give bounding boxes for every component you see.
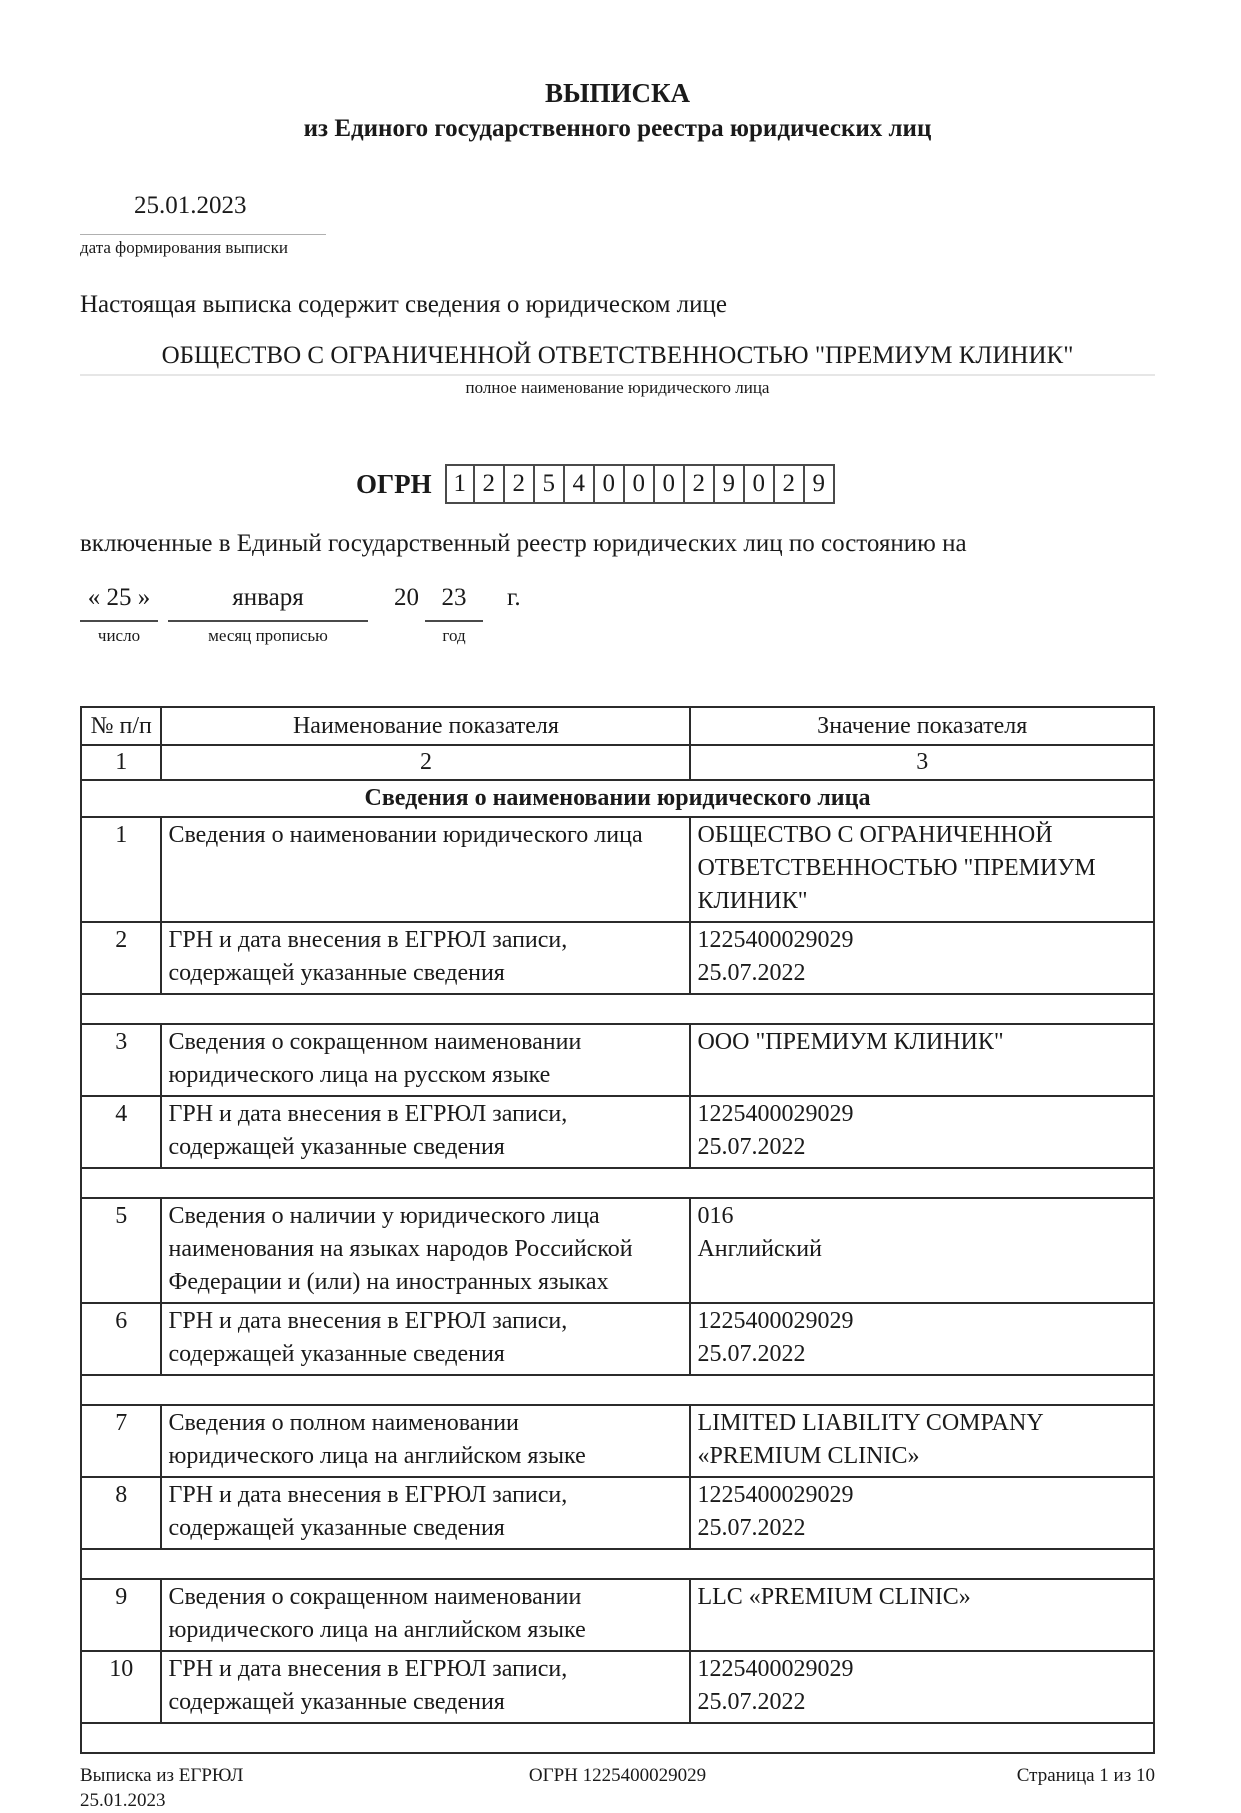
spacer-row	[81, 1168, 1154, 1198]
row-value: 1225400029029 25.07.2022	[690, 1303, 1154, 1375]
page-title: ВЫПИСКА	[544, 78, 691, 108]
as-of-year: 23	[425, 584, 483, 622]
column-number: 3	[690, 745, 1154, 780]
as-of-year-suffix-field	[503, 584, 525, 622]
footer-page-number: Страница 1 из 10	[1016, 1765, 1155, 1786]
as-of-date-row	[80, 584, 1155, 646]
as-of-day-field	[80, 584, 158, 646]
spacer-row	[81, 994, 1154, 1024]
row-number: 6	[81, 1303, 161, 1375]
row-number: 7	[81, 1405, 161, 1477]
as-of-month: января	[168, 584, 368, 622]
row-value: 1225400029029 25.07.2022	[690, 922, 1154, 994]
row-name: Сведения о сокращенном наименовании юридического лица на английском языке	[161, 1579, 690, 1651]
ogrn-digit-box: 2	[685, 464, 715, 504]
ogrn-digit-box: 0	[595, 464, 625, 504]
table-row	[81, 1303, 1154, 1375]
table-row	[81, 1024, 1154, 1096]
row-name: ГРН и дата внесения в ЕГРЮЛ записи, содержащей указанные сведения	[161, 1651, 690, 1723]
section-header-row	[81, 780, 1154, 817]
as-of-month-field	[168, 584, 368, 646]
row-value: 1225400029029 25.07.2022	[690, 1651, 1154, 1723]
as-of-century: 20	[394, 584, 419, 611]
row-value: 1225400029029 25.07.2022	[690, 1477, 1154, 1549]
table-header-num: № п/п	[81, 707, 161, 745]
row-value: LLC «PREMIUM CLINIC»	[690, 1579, 1154, 1651]
company-name-caption: полное наименование юридического лица	[465, 378, 770, 397]
row-name: Сведения о наличии у юридического лица наименования на языках народов Российской Федерации и (или) на иностранных языках	[161, 1198, 690, 1303]
column-number: 2	[161, 745, 690, 780]
row-number: 1	[81, 817, 161, 922]
table-row	[81, 1579, 1154, 1651]
row-value: ОБЩЕСТВО С ОГРАНИЧЕННОЙ ОТВЕТСТВЕННОСТЬЮ "ПРЕМИУМ КЛИНИК"	[690, 817, 1154, 922]
table-header-value: Значение показателя	[690, 707, 1154, 745]
row-number: 5	[81, 1198, 161, 1303]
year-suffix: г.	[507, 584, 521, 611]
row-name: ГРН и дата внесения в ЕГРЮЛ записи, содержащей указанные сведения	[161, 1303, 690, 1375]
row-number: 9	[81, 1579, 161, 1651]
footer-doc-type: Выписка из ЕГРЮЛ	[80, 1765, 244, 1786]
ogrn-label: ОГРН	[356, 468, 432, 499]
ogrn-digit-box: 2	[475, 464, 505, 504]
table-row	[81, 1651, 1154, 1723]
row-name: Сведения о сокращенном наименовании юридического лица на русском языке	[161, 1024, 690, 1096]
footer-left	[80, 1763, 435, 1813]
ogrn-row	[80, 464, 1155, 504]
column-numbers-row	[81, 745, 1154, 780]
month-caption: месяц прописью	[208, 626, 328, 645]
as-of-century-field	[390, 584, 423, 622]
ogrn-digit-box: 0	[745, 464, 775, 504]
ogrn-digit-boxes	[445, 464, 835, 504]
ogrn-digit-box: 0	[625, 464, 655, 504]
table-row	[81, 1198, 1154, 1303]
spacer-row	[81, 1723, 1154, 1753]
column-number: 1	[81, 745, 161, 780]
page-footer	[80, 1763, 1155, 1813]
table-row	[81, 1405, 1154, 1477]
table-row	[81, 1477, 1154, 1549]
row-number: 8	[81, 1477, 161, 1549]
ogrn-digit-box: 4	[565, 464, 595, 504]
row-name: Сведения о полном наименовании юридического лица на английском языке	[161, 1405, 690, 1477]
table-header-row	[81, 707, 1154, 745]
table-row	[81, 1096, 1154, 1168]
row-number: 10	[81, 1651, 161, 1723]
included-line: включенные в Единый государственный реестр юридических лиц по состоянию на	[80, 530, 967, 557]
ogrn-digit-box: 0	[655, 464, 685, 504]
row-number: 3	[81, 1024, 161, 1096]
section-title: Сведения о наименовании юридического лица	[81, 780, 1154, 817]
row-name: ГРН и дата внесения в ЕГРЮЛ записи, содержащей указанные сведения	[161, 1477, 690, 1549]
table-row	[81, 922, 1154, 994]
table-header-name: Наименование показателя	[161, 707, 690, 745]
row-value: LIMITED LIABILITY COMPANY «PREMIUM CLINIC»	[690, 1405, 1154, 1477]
formation-date: 25.01.2023	[134, 192, 247, 219]
spacer-row	[81, 1549, 1154, 1579]
row-number: 2	[81, 922, 161, 994]
footer-date: 25.01.2023	[80, 1790, 166, 1811]
formation-date-caption: дата формирования выписки	[80, 238, 288, 257]
ogrn-digit-box: 5	[535, 464, 565, 504]
spacer-row	[81, 1375, 1154, 1405]
year-caption: год	[442, 626, 466, 645]
registry-table	[80, 706, 1155, 1754]
row-value: 1225400029029 25.07.2022	[690, 1096, 1154, 1168]
document-header	[80, 78, 1155, 144]
ogrn-digit-box: 9	[715, 464, 745, 504]
company-full-name: ОБЩЕСТВО С ОГРАНИЧЕННОЙ ОТВЕТСТВЕННОСТЬЮ "ПРЕМИУМ КЛИНИК"	[80, 342, 1155, 376]
ogrn-digit-box: 2	[775, 464, 805, 504]
footer-center: ОГРН 1225400029029	[528, 1765, 707, 1786]
formation-date-block	[80, 192, 326, 235]
as-of-year-field	[425, 584, 483, 646]
page-subtitle: из Единого государственного реестра юридических лиц	[303, 115, 932, 142]
row-value: ООО "ПРЕМИУМ КЛИНИК"	[690, 1024, 1154, 1096]
row-number: 4	[81, 1096, 161, 1168]
ogrn-digit-box: 2	[505, 464, 535, 504]
row-name: ГРН и дата внесения в ЕГРЮЛ записи, содержащей указанные сведения	[161, 922, 690, 994]
row-name: ГРН и дата внесения в ЕГРЮЛ записи, содержащей указанные сведения	[161, 1096, 690, 1168]
table-row	[81, 817, 1154, 922]
ogrn-digit-box: 1	[445, 464, 475, 504]
as-of-day: « 25 »	[80, 584, 158, 622]
day-caption: число	[97, 626, 141, 645]
ogrn-digit-box: 9	[805, 464, 835, 504]
intro-line: Настоящая выписка содержит сведения о юридическом лице	[80, 291, 727, 318]
row-value: 016 Английский	[690, 1198, 1154, 1303]
row-name: Сведения о наименовании юридического лица	[161, 817, 690, 922]
